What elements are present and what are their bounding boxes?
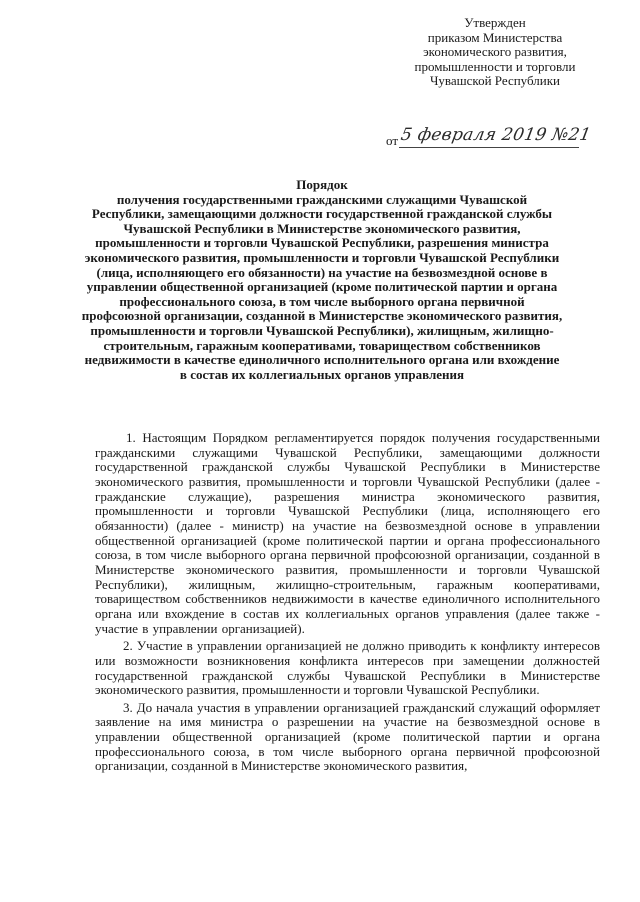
- date-underline: [399, 147, 579, 148]
- date-prefix: от: [386, 133, 399, 148]
- paragraph-1: 1. Настоящим Порядком регламентируется порядок получения государственными гражданскими служащими Чувашской Республики, замещающими должности государственной гражданской службы Чувашской Республики в Министерстве экономического развития, промышленности и торговли Чувашской Республики (далее - гражданские служащие), разрешения министра экономического развития, промышленности и торговли Чувашской Республики (лица, исполняющего его обязанности) (далее - министр) на участие на безвозмездной основе в управлении общественной организацией (кроме политической партии и органа профессионального союза, в том числе выборного органа первичной профсоюзной организации, созданной в Министерстве экономического развития, промышленности и торговли Чувашской Республики), жилищным, жилищно-строительным, гаражным кооперативами, товариществом собственников недвижимости в качестве единоличного исполнительного органа или вхождение в состав их коллегиальных органов управления (далее также - участие в управлении организацией).: [95, 430, 600, 636]
- handwritten-date: 5 февраля 2019 №21: [399, 125, 593, 145]
- approval-line: Чувашской Республики: [429, 73, 561, 89]
- approval-line: экономического развития,: [423, 44, 567, 60]
- approval-line: Утвержден: [464, 15, 526, 30]
- approval-line: промышленности и торговли: [414, 58, 576, 74]
- title-heading: Порядок: [296, 177, 348, 192]
- document-title: [80, 178, 564, 382]
- approval-date: [385, 125, 600, 152]
- paragraph-3: 3. До начала участия в управлении организацией гражданский служащий оформляет заявление на имя министра о разрешении на участие на безвозмездной основе в управлении общественной организацией (кроме политической партии и органа профессионального союза, в том числе выборного органа первичной профсоюзной организации, созданной в Министерстве экономического развития,: [95, 699, 600, 774]
- document-body: [95, 431, 600, 777]
- approval-line: приказом Министерства: [427, 29, 563, 45]
- title-subtitle: получения государственными гражданскими служащими Чувашской Республики, замещающими должности государственной гражданской службы Чувашской Республики в Министерстве экономического развития, промышленности и торговли Чувашской Республики, разрешения министра экономического развития, промышленности и торговли Чувашской Республики (лица, исполняющего его обязанности) на участие на безвозмездной основе в управлении общественной организацией (кроме политической партии и органа профессионального союза, в том числе выборного органа первичной профсоюзной организации, созданной в Министерстве экономического развития, промышленности и торговли Чувашской Республики), жилищным, жилищно-строительным, гаражным кооперативами, товариществом собственников недвижимости в качестве единоличного исполнительного органа или вхождение в состав их коллегиальных органов управления: [81, 191, 563, 382]
- paragraph-2: 2. Участие в управлении организацией не должно приводить к конфликту интересов или возможности возникновения конфликта интересов при замещении должностей государственной гражданской службы Чувашской Республики в Министерстве экономического развития, промышленности и торговли Чувашской Республики.: [95, 638, 600, 698]
- approval-stamp: [400, 16, 590, 89]
